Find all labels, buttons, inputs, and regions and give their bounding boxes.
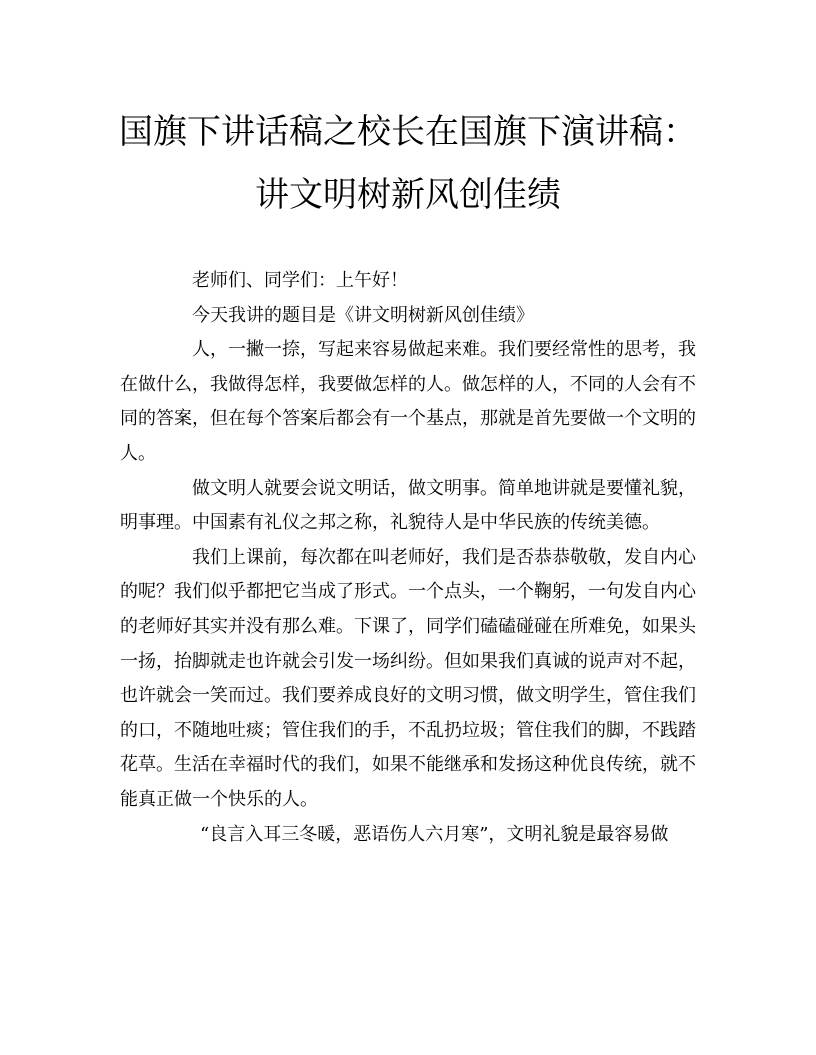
topic-paragraph: 今天我讲的题目是《讲文明树新风创佳绩》 xyxy=(192,304,534,326)
document-title-line-1: 国旗下讲话稿之校长在国旗下演讲稿： xyxy=(119,112,697,152)
body-paragraph: 做文明人就要会说文明话，做文明事。简单地讲就是要懂礼貌，明事理。中国素有礼仪之邦之称，礼貌待人是中华民族的传统美德。 xyxy=(120,477,696,534)
body-paragraph: 我们上课前，每次都在叫老师好，我们是否恭恭敬敬，发自内心的呢？我们似乎都把它当成了形式。一个点头，一个鞠躬，一句发自内心的老师好其实并没有那么难。下课了，同学们磕磕碰碰在所难免，如果头一扬，抬脚就走也许就会引发一场纠纷。但如果我们真诚的说声对不起，也许就会一笑而过。我们要养成良好的文明习惯，做文明学生，管住我们的口，不随地吐痰；管住我们的手，不乱扔垃圾；管住我们的脚，不践踏花草。生活在幸福时代的我们，如果不能继承和发扬这种优良传统，就不能真正做一个快乐的人。 xyxy=(120,546,696,810)
quote-paragraph: “良言入耳三冬暖，恶语伤人六月寒”，文明礼貌是最容易做 xyxy=(200,823,669,845)
body-paragraph: 人，一撇一捺，写起来容易做起来难。我们要经常性的思考，我在做什么，我做得怎样，我要做怎样的人。做怎样的人，不同的人会有不同的答案，但在每个答案后都会有一个基点，那就是首先要做一个文明的人。 xyxy=(120,339,696,464)
greeting-paragraph: 老师们、同学们：上午好！ xyxy=(192,270,408,291)
document-body xyxy=(120,264,696,852)
document-title-line-2: 讲文明树新风创佳绩 xyxy=(255,175,561,215)
